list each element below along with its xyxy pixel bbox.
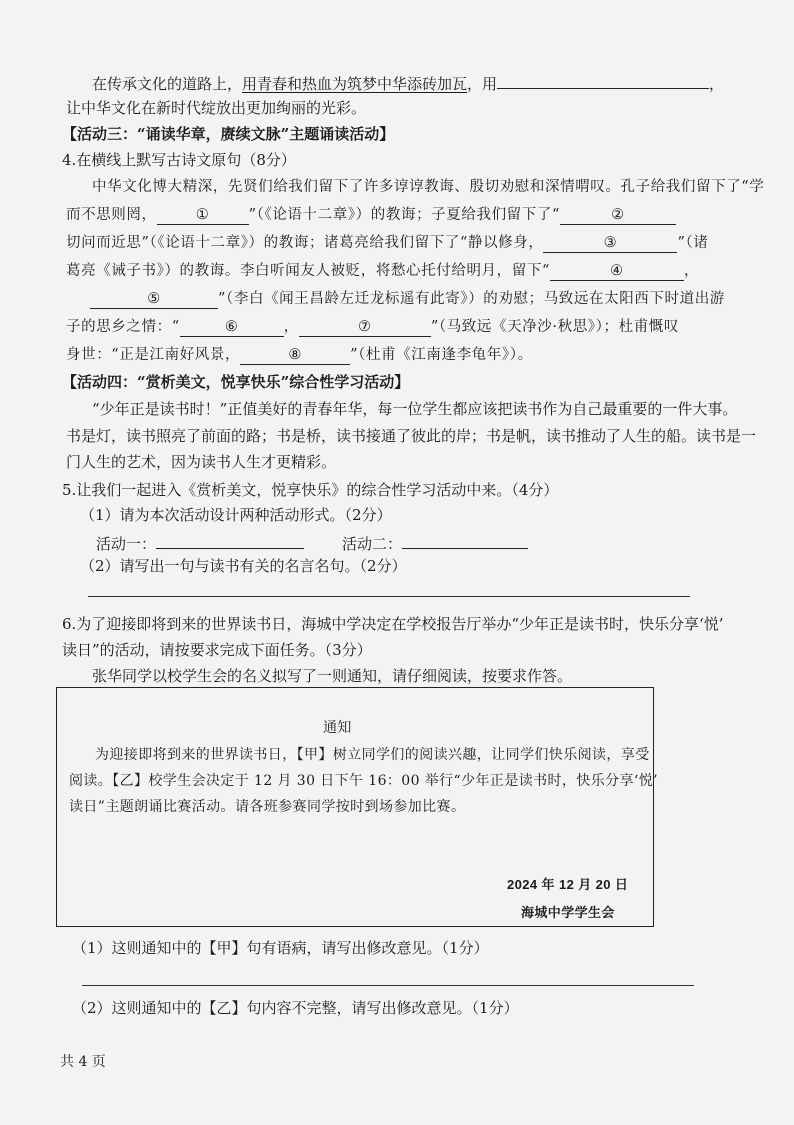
intro-line-1 xyxy=(92,70,724,94)
q6-line-3: 张华同学以校学生会的名义拟写了一则通知，请仔细阅读，按要求作答。 xyxy=(92,667,573,685)
notice-line-3: 读日”主题朗诵比赛活动。请各班参赛同学按时到场参加比赛。 xyxy=(69,799,466,815)
activity1-input[interactable] xyxy=(156,530,304,549)
blank-6[interactable]: ⑥ xyxy=(180,318,284,337)
q4-text: ， xyxy=(283,319,299,335)
q6-sub-2: （2）这则通知中的【乙】句内容不完整，请写出修改意见。（1分） xyxy=(72,999,519,1017)
notice-title: 通知 xyxy=(323,720,352,736)
q4-text: 身世：“正是江南好风景， xyxy=(66,347,241,363)
q4-text: 切问而近思”（《论语十二章》）的教诲；诸葛亮给我们留下了“静以修身， xyxy=(66,235,544,251)
q5-activity-row xyxy=(96,530,528,554)
q4-text: ”（李白《闻王昌龄左迁龙标遥有此寄》）的劝慰；马致远在太阳西下时道出游 xyxy=(218,291,725,307)
q4-text: 葛亮《诫子书》）的教诲。李白听闻友人被贬，将愁心托付给明月，留下“ xyxy=(66,263,550,279)
q5-sub-2: （2）请写出一句与读书有关的名言名句。（2分） xyxy=(80,557,407,575)
intro-line-2: 让中华文化在新时代绽放出更加绚丽的光彩。 xyxy=(66,99,367,117)
activity1-label: 活动一： xyxy=(96,535,157,553)
q4-para-line-2 xyxy=(66,205,676,225)
q6-1-answer-line[interactable] xyxy=(82,985,694,986)
q4-text: ， xyxy=(683,263,700,279)
q4-title: 4.在横线上默写古诗文原句（8分） xyxy=(62,151,296,169)
notice-date: 2024 年 12 月 20 日 xyxy=(507,877,629,892)
q4-text: ”（《论语十二章》）的教诲；子夏给我们留下了“ xyxy=(248,207,560,223)
q4-para-line-4 xyxy=(66,261,699,281)
notice-box xyxy=(56,687,659,927)
intro-suffix: ，用 xyxy=(467,75,498,93)
q4-text: ”（马致远《天净沙·秋思》）；杜甫慨叹 xyxy=(430,319,679,335)
q6-line-1: 6.为了迎接即将到来的世界读书日，海城中学决定在学校报告厅举办“少年正是读书时，快乐分享‘悦’ xyxy=(62,615,724,633)
intro-underlined-phrase: 用青春和热血为筑梦中华添砖加瓦 xyxy=(242,75,468,93)
blank-5[interactable]: ⑤ xyxy=(90,290,218,309)
activity4-para-2: 书是灯，读书照亮了前面的路；书是桥，读书接通了彼此的岸；书是帆，读书推动了人生的船。读书是一 xyxy=(66,427,757,445)
activity2-label: 活动二： xyxy=(342,535,403,553)
notice-line-1: 为迎接即将到来的世界读书日，【甲】树立同学们的阅读兴趣，让同学们快乐阅读，享受 xyxy=(95,747,650,763)
q4-text: 而不思则罔， xyxy=(66,207,157,223)
q6-sub-1: （1）这则通知中的【甲】句有语病，请写出修改意见。（1分） xyxy=(72,939,489,957)
intro-prefix: 在传承文化的道路上， xyxy=(92,75,243,93)
notice-line-2: 阅读。【乙】校学生会决定于 12 月 30 日下午 16：00 举行“少年正是读书时，快乐分享‘悦’ xyxy=(69,773,659,789)
q6-line-2: 读日”的活动，请按要求完成下面任务。（3分） xyxy=(62,641,372,659)
activity4-heading: 【活动四：“赏析美文，悦享快乐”综合性学习活动】 xyxy=(62,373,410,391)
blank-8[interactable]: ⑧ xyxy=(240,346,350,365)
q4-para-line-5 xyxy=(90,289,725,309)
page-count: 共 4 页 xyxy=(60,1054,106,1070)
activity3-heading: 【活动三：“诵读华章，赓续文脉”主题诵读活动】 xyxy=(62,125,395,143)
q4-para-line-1: 中华文化博大精深，先贤们给我们留下了许多谆谆教诲、殷切劝慰和深情喟叹。孔子给我们留下了“学 xyxy=(92,179,765,195)
blank-2[interactable]: ② xyxy=(560,206,676,225)
blank-7[interactable]: ⑦ xyxy=(299,318,431,337)
activity4-para-1: “少年正是读书时！”正值美好的青春年华，每一位学生都应该把读书作为自己最重要的一件大事。 xyxy=(92,400,738,418)
q5-sub-1: （1）请为本次活动设计两种活动形式。（2分） xyxy=(80,506,392,524)
q4-text: 子的思乡之情：“ xyxy=(66,319,180,335)
activity4-para-3: 门人生的艺术，因为读书人生才更精彩。 xyxy=(66,453,337,471)
blank-1[interactable]: ① xyxy=(157,206,249,225)
q4-para-line-6 xyxy=(66,317,679,337)
q4-text: ”（诸 xyxy=(677,235,709,251)
notice-signer: 海城中学学生会 xyxy=(521,905,615,920)
q4-para-line-7 xyxy=(66,345,533,365)
q5-answer-line[interactable] xyxy=(88,596,690,597)
intro-answer-blank[interactable] xyxy=(497,70,709,89)
q5-title: 5.让我们一起进入《赏析美文，悦享快乐》的综合性学习活动中来。（4分） xyxy=(62,481,559,499)
blank-3[interactable]: ③ xyxy=(543,234,677,253)
q4-text: ”（杜甫《江南逢李龟年》）。 xyxy=(350,347,533,363)
activity2-input[interactable] xyxy=(402,530,528,549)
intro-end: ， xyxy=(709,75,725,93)
q4-para-line-3 xyxy=(66,233,708,253)
blank-4[interactable]: ④ xyxy=(550,262,684,281)
